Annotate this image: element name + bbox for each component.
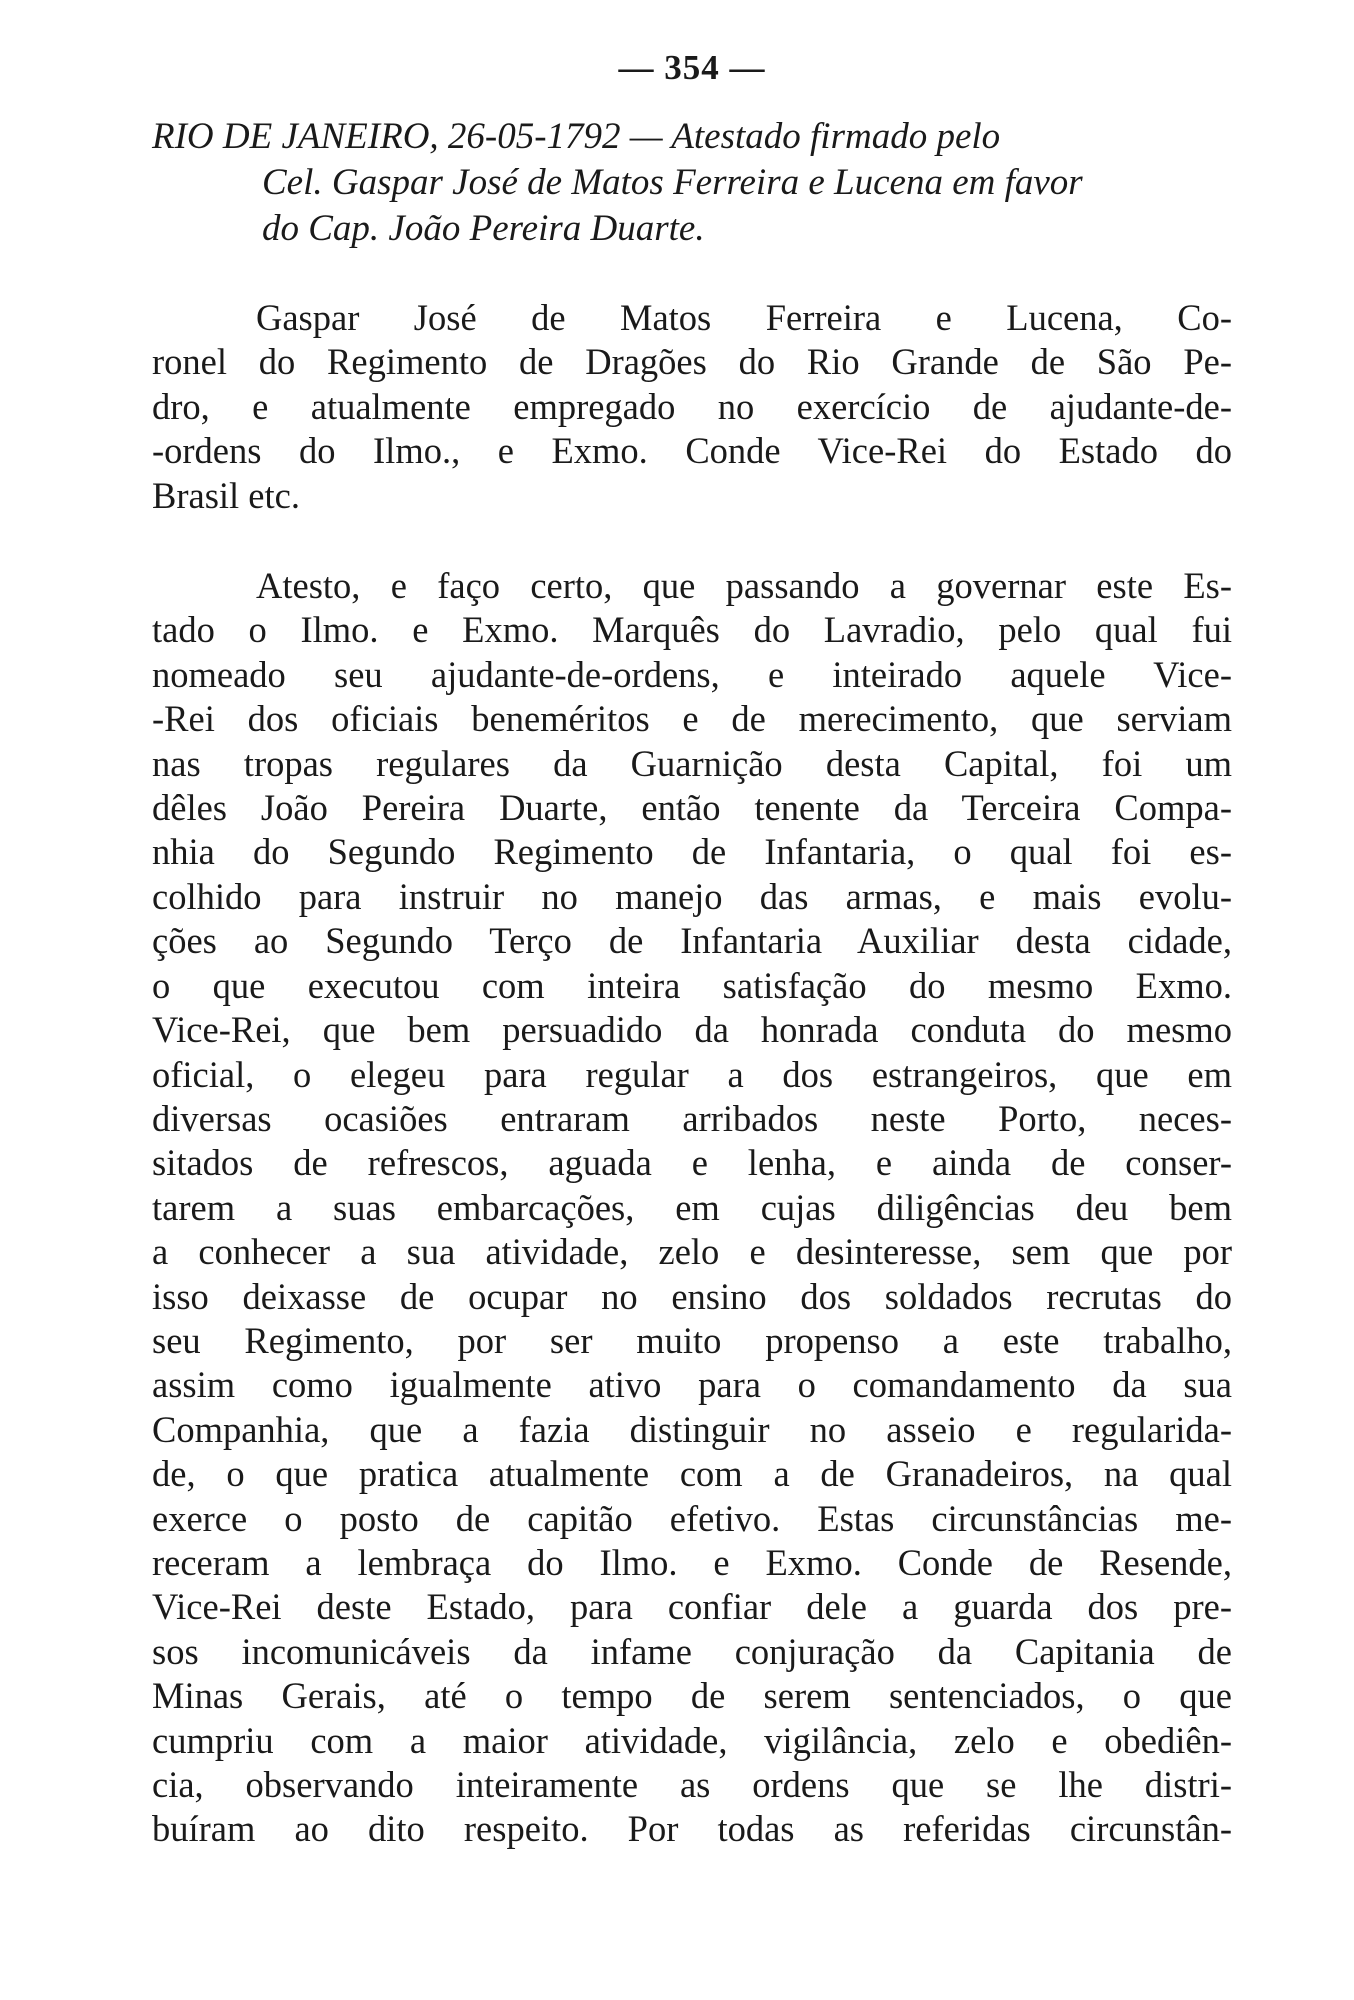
text-line: dêles João Pereira Duarte, então tenente da Terceira Compa- (152, 787, 1232, 829)
text-line: ções ao Segundo Terço de Infantaria Auxiliar desta cidade, (152, 920, 1232, 962)
text-line: -Rei dos oficiais beneméritos e de merecimento, que serviam (152, 698, 1232, 740)
text-line: colhido para instruir no manejo das armas, e mais evolu- (152, 875, 1232, 917)
text-line: a conhecer a sua atividade, zelo e desinteresse, sem que por (152, 1231, 1232, 1273)
text-line: Vice-Rei, que bem persuadido da honrada conduta do mesmo (152, 1009, 1232, 1051)
text-line: buíram ao dito respeito. Por todas as referidas circunstân- (152, 1808, 1232, 1850)
page-number: — 354 — (618, 48, 766, 87)
text-line: Minas Gerais, até o tempo de serem sentenciados, o que (152, 1675, 1232, 1717)
text-line: receram a lembraça do Ilmo. e Exmo. Conde de Resende, (152, 1541, 1232, 1583)
text-line: Brasil etc. (152, 474, 300, 516)
paragraph-preamble (152, 296, 1232, 518)
text-line: nas tropas regulares da Guarnição desta Capital, foi um (152, 742, 1232, 784)
text-line: diversas ocasiões entraram arribados neste Porto, neces- (152, 1097, 1232, 1139)
text-line: tado o Ilmo. e Exmo. Marquês do Lavradio, pelo qual fui (152, 609, 1232, 651)
text-line: sos incomunicáveis da infame conjuração da Capitania de (152, 1630, 1232, 1672)
text-line: oficial, o elegeu para regular a dos estrangeiros, que em (152, 1053, 1232, 1095)
text-line: nomeado seu ajudante-de-ordens, e inteirado aquele Vice- (152, 653, 1232, 695)
text-line: sitados de refrescos, aguada e lenha, e ainda de conser- (152, 1142, 1232, 1184)
text-line: isso deixasse de ocupar no ensino dos soldados recrutas do (152, 1275, 1232, 1317)
text-line: exerce o posto de capitão efetivo. Estas circunstâncias me- (152, 1497, 1232, 1539)
document-heading (152, 114, 1232, 252)
text-line: cia, observando inteiramente as ordens que se lhe distri- (152, 1764, 1232, 1805)
text-line: tarem a suas embarcações, em cujas diligências deu bem (152, 1186, 1232, 1228)
text-line: seu Regimento, por ser muito propenso a este trabalho, (152, 1319, 1232, 1361)
text-line: Atesto, e faço certo, que passando a governar este Es- (256, 565, 1232, 607)
text-line: ronel do Regimento de Dragões do Rio Grande de São Pe- (152, 341, 1232, 383)
document-page (152, 48, 1232, 1852)
text-line: dro, e atualmente empregado no exercício de ajudante-de- (152, 385, 1232, 427)
text-line: o que executou com inteira satisfação do mesmo Exmo. (152, 964, 1232, 1006)
heading-line: RIO DE JANEIRO, 26-05-1792 — Atestado firmado pelo (152, 116, 1001, 157)
text-line: -ordens do Ilmo., e Exmo. Conde Vice-Rei do Estado do (152, 430, 1232, 472)
paragraph-attestation (152, 564, 1232, 1852)
text-line: nhia do Segundo Regimento de Infantaria, o qual foi es- (152, 831, 1232, 873)
text-line: Vice-Rei deste Estado, para confiar dele a guarda dos pre- (152, 1586, 1232, 1628)
text-line: Gaspar José de Matos Ferreira e Lucena, Co- (256, 297, 1232, 338)
text-line: cumpriu com a maior atividade, vigilância, zelo e obediên- (152, 1719, 1232, 1761)
text-line: assim como igualmente ativo para o comandamento da sua (152, 1364, 1232, 1406)
text-line: de, o que pratica atualmente com a de Granadeiros, na qual (152, 1453, 1232, 1495)
text-line: Companhia, que a fazia distinguir no asseio e regularida- (152, 1408, 1232, 1450)
heading-line: Cel. Gaspar José de Matos Ferreira e Lucena em favor (262, 162, 1083, 203)
heading-line: do Cap. João Pereira Duarte. (262, 208, 705, 249)
